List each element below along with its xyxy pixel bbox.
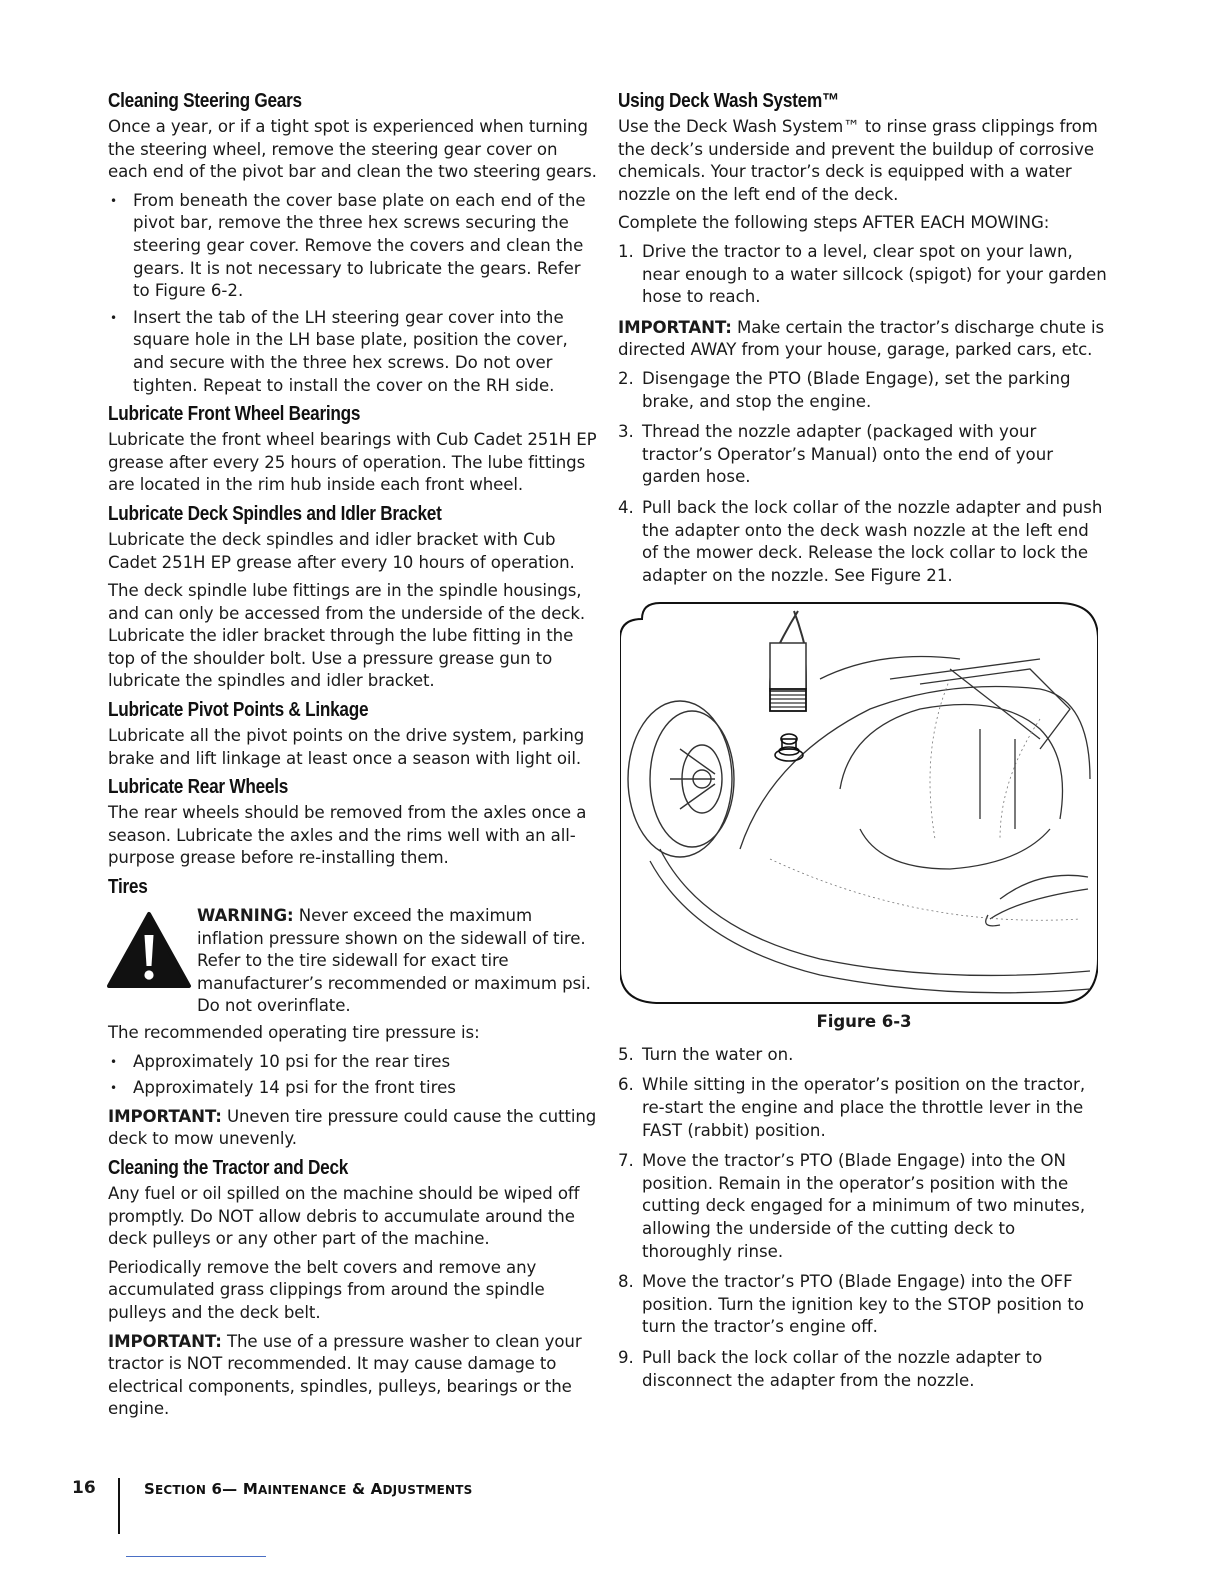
heading-cleaning-tractor-deck: Cleaning the Tractor and Deck bbox=[108, 1156, 349, 1179]
steps-list bbox=[618, 1044, 1110, 1392]
important-note: IMPORTANT: Make certain the tractor’s discharge chute is directed AWAY from your house, garage, parked cars, etc. bbox=[618, 317, 1105, 360]
deck-wash-illustration bbox=[620, 599, 1098, 1007]
paragraph: Periodically remove the belt covers and remove any accumulated grass clippings from around the spindle pulleys and the deck belt. bbox=[108, 1257, 545, 1322]
heading-lubricate-pivot-points: Lubricate Pivot Points & Linkage bbox=[108, 699, 369, 722]
steps-list bbox=[618, 368, 1110, 587]
paragraph: Lubricate the front wheel bearings with Cub Cadet 251H EP grease after every 25 hours of operation. The lube fittings are located in the rim hub inside each front wheel. bbox=[108, 430, 597, 495]
steps-list bbox=[618, 241, 1110, 309]
figure-caption: Figure 6-3 bbox=[816, 1012, 912, 1032]
heading-lubricate-front-wheel-bearings: Lubricate Front Wheel Bearings bbox=[108, 403, 361, 426]
heading-tires: Tires bbox=[108, 876, 148, 899]
footer-divider bbox=[118, 1478, 120, 1534]
paragraph: Complete the following steps AFTER EACH MOWING: bbox=[618, 213, 1050, 233]
left-column bbox=[108, 84, 598, 1427]
step-item: 9. Pull back the lock collar of the nozzle adapter to disconnect the adapter from the nozzle. bbox=[618, 1348, 1043, 1390]
warning-block bbox=[108, 905, 598, 1018]
step-item: 2. Disengage the PTO (Blade Engage), set the parking brake, and stop the engine. bbox=[618, 368, 1071, 411]
heading-lubricate-rear-wheels: Lubricate Rear Wheels bbox=[108, 776, 289, 799]
bottom-rule bbox=[126, 1556, 266, 1557]
important-note: IMPORTANT: Uneven tire pressure could cause the cutting deck to mow unevenly. bbox=[108, 1106, 597, 1149]
step-item: 3. Thread the nozzle adapter (packaged with your tractor’s Operator’s Manual) onto the end of your garden hose. bbox=[618, 422, 1054, 487]
step-item: 7. Move the tractor’s PTO (Blade Engage) into the ON position. Remain in the operator’s position with the cutting deck engaged for a minimum of two minutes, allowing the underside of the cutting deck to thoroughly rinse. bbox=[618, 1151, 1086, 1261]
section-label: SECTION 6— MAINTENANCE & ADJUSTMENTS bbox=[144, 1480, 473, 1498]
list-item: • From beneath the cover base plate on each end of the pivot bar, remove the three hex screws securing the steering gear cover. Remove the covers and clean the gears. It is not necessary to lubricate the gears. Refer to Figure 6-2. bbox=[108, 190, 598, 303]
step-item: 8. Move the tractor’s PTO (Blade Engage) into the OFF position. Turn the ignition key to the STOP position to turn the tractor’s engine off. bbox=[618, 1272, 1085, 1337]
right-column bbox=[618, 84, 1110, 1400]
heading-lubricate-deck-spindles: Lubricate Deck Spindles and Idler Bracket bbox=[108, 502, 442, 525]
list-item: • Insert the tab of the LH steering gear cover into the square hole in the LH base plate, position the cover, and secure with the three hex screws. Do not over tighten. Repeat to install the cover on the RH side. bbox=[108, 307, 598, 397]
page-number: 16 bbox=[72, 1478, 96, 1498]
heading-deck-wash-system: Using Deck Wash System™ bbox=[618, 90, 839, 112]
bullet-list bbox=[108, 190, 598, 397]
bullet-list bbox=[108, 1051, 598, 1100]
important-note: IMPORTANT: The use of a pressure washer to clean your tractor is NOT recommended. It may cause damage to electrical components, spindles, pulleys, bearings or the engine. bbox=[108, 1331, 582, 1419]
paragraph: Use the Deck Wash System™ to rinse grass clippings from the deck’s underside and prevent the buildup of corrosive chemicals. Your tractor’s deck is equipped with a water nozzle on the left end of the deck. bbox=[618, 117, 1098, 204]
warning-text: WARNING: Never exceed the maximum inflation pressure shown on the sidewall of tire. Refer to the tire sidewall for exact tire manufacturer’s recommended or maximum psi. Do not overinflate. bbox=[197, 906, 591, 1016]
paragraph: Lubricate all the pivot points on the drive system, parking brake and lift linkage at least once a season with light oil. bbox=[108, 726, 585, 768]
figure-deck-wash-illustration bbox=[620, 599, 1098, 1007]
paragraph: The rear wheels should be removed from the axles once a season. Lubricate the axles and the rims well with an all-purpose grease before re-installing them. bbox=[108, 803, 587, 868]
list-item: • Approximately 14 psi for the front tires bbox=[108, 1077, 598, 1100]
step-item: 4. Pull back the lock collar of the nozzle adapter and push the adapter onto the deck wash nozzle at the left end of the mower deck. Release the lock collar to lock the adapter on the nozzle. See Figure 21. bbox=[618, 497, 1103, 585]
list-item: • Approximately 10 psi for the rear tires bbox=[108, 1051, 598, 1074]
step-item: 5. Turn the water on. bbox=[618, 1044, 794, 1064]
paragraph: Any fuel or oil spilled on the machine should be wiped off promptly. Do NOT allow debris to accumulate around the deck pulleys or any other part of the machine. bbox=[108, 1183, 580, 1249]
heading-cleaning-steering-gears: Cleaning Steering Gears bbox=[108, 90, 302, 112]
paragraph: Once a year, or if a tight spot is experienced when turning the steering wheel, remove the steering gear cover on each end of the pivot bar and clean the two steering gears. bbox=[108, 117, 597, 182]
paragraph: The recommended operating tire pressure is: bbox=[108, 1023, 480, 1042]
step-item: 6. While sitting in the operator’s position on the tractor, re-start the engine and place the throttle lever in the FAST (rabbit) position. bbox=[618, 1075, 1086, 1140]
paragraph: The deck spindle lube fittings are in the spindle housings, and can only be accessed from the underside of the deck. Lubricate the idler bracket through the lube fitting in the top of the shoulder bolt. Use a pressure grease gun to lubricate the spindles and idler bracket. bbox=[108, 581, 586, 691]
step-item: 1. Drive the tractor to a level, clear spot on your lawn, near enough to a water sillcock (spigot) for your garden hose to reach. bbox=[618, 241, 1107, 307]
warning-triangle-icon bbox=[106, 911, 192, 989]
paragraph: Lubricate the deck spindles and idler bracket with Cub Cadet 251H EP grease after every 10 hours of operation. bbox=[108, 529, 575, 572]
